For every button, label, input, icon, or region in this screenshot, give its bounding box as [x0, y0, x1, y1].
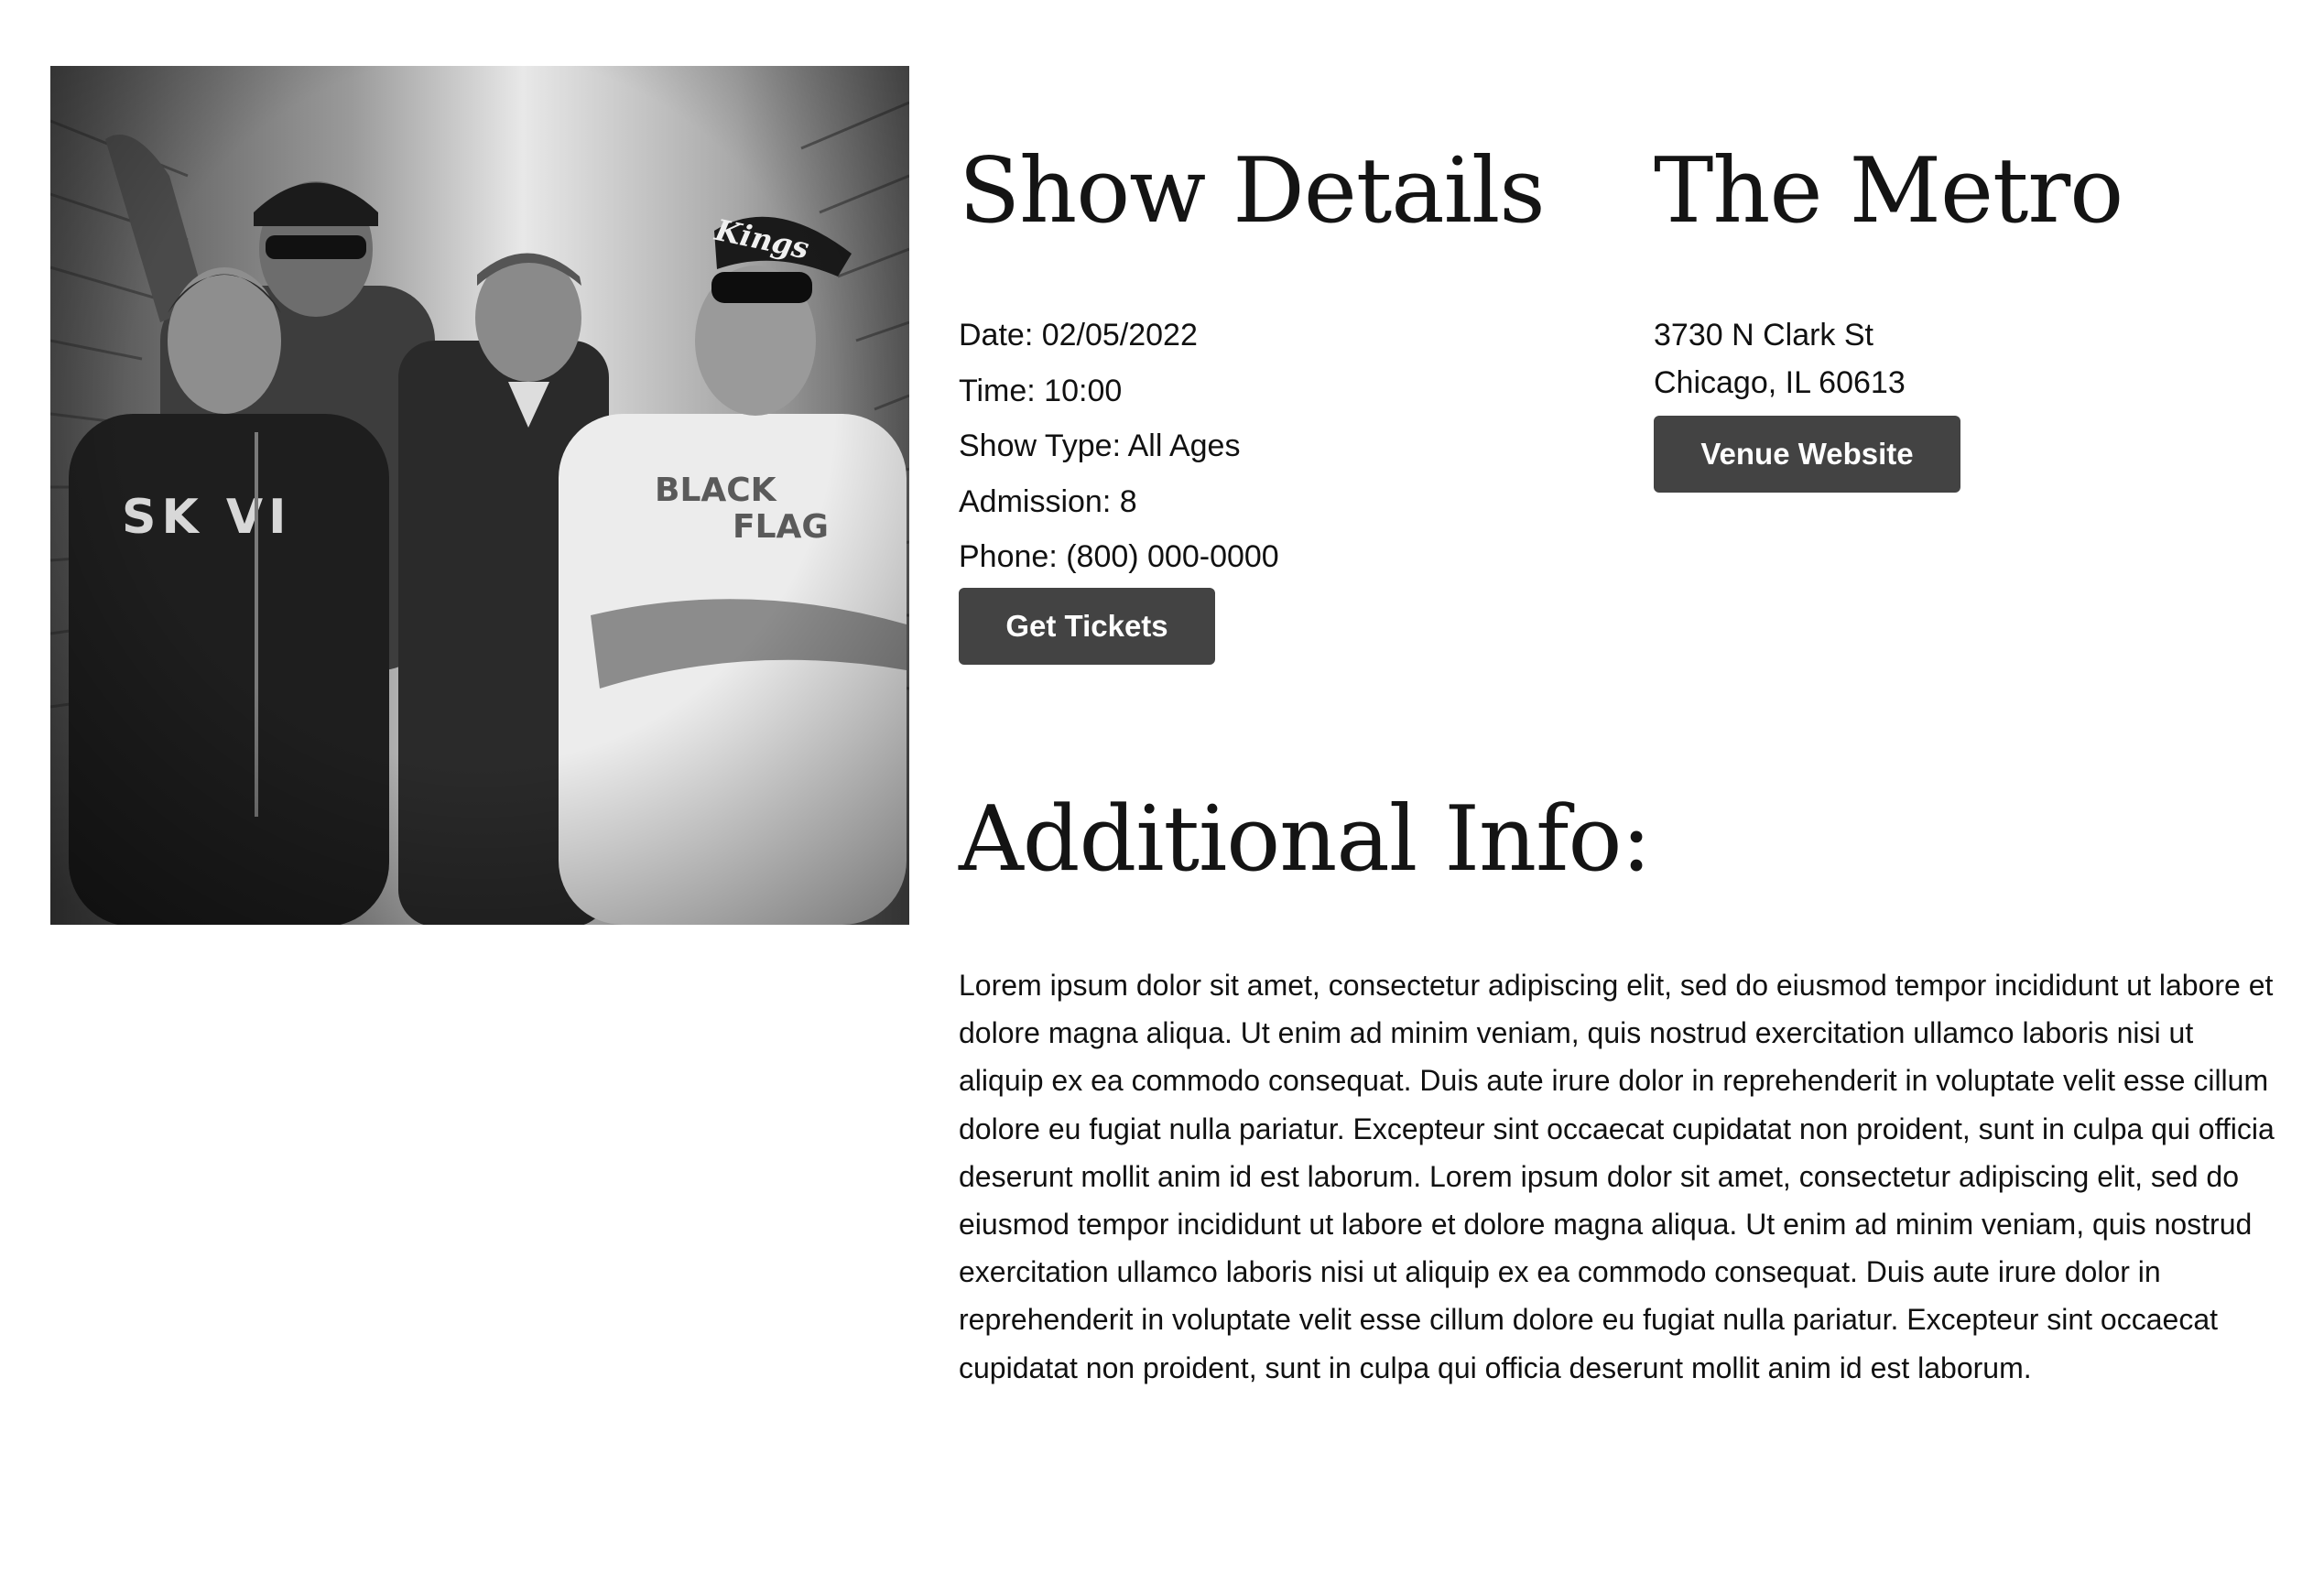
additional-info-title: Additional Info: [959, 787, 1651, 892]
venue-website-button[interactable]: Venue Website [1654, 416, 1960, 493]
show-admission: Admission: 8 [959, 483, 1137, 519]
venue-address-line2: Chicago, IL 60613 [1654, 365, 1906, 400]
venue-title: The Metro [1654, 139, 2123, 244]
show-details-list [959, 313, 1279, 591]
show-date: Date: 02/05/2022 [959, 318, 1198, 353]
get-tickets-button[interactable]: Get Tickets [959, 588, 1215, 665]
show-time: Time: 10:00 [959, 373, 1123, 408]
band-photo-image [50, 66, 909, 925]
show-type: Show Type: All Ages [959, 429, 1241, 463]
additional-info-body: Lorem ipsum dolor sit amet, consectetur adipiscing elit, sed do eiusmod tempor incididunt ut labore et dolore magna aliqua. Ut enim ad minim veniam, quis nostrud exercitation ullamco laboris nisi ut aliquip ex ea commodo consequat. Duis aute irure dolor in reprehenderit in voluptate velit esse cillum dolore eu fugiat nulla pariatur. Excepteur sint occaecat cupidatat non proident, sunt in culpa qui officia deserunt mollit anim id est laborum. Lorem ipsum dolor sit amet, consectetur adipiscing elit, sed do eiusmod tempor incididunt ut labore et dolore magna aliqua. Ut enim ad minim veniam, quis nostrud exercitation ullamco laboris nisi ut aliquip ex ea commodo consequat. Duis aute irure dolor in reprehenderit in voluptate velit esse cillum dolore eu fugiat nulla pariatur. Excepteur sint occaecat cupidatat non proident, sunt in culpa qui officia deserunt mollit anim id est laborum. [959, 969, 2275, 1384]
show-details-title: Show Details [959, 139, 1545, 244]
band-photo [50, 66, 909, 925]
show-phone: Phone: (800) 000-0000 [959, 539, 1279, 574]
venue-address-line1: 3730 N Clark St [1654, 318, 1873, 353]
venue-address [1654, 313, 1906, 408]
